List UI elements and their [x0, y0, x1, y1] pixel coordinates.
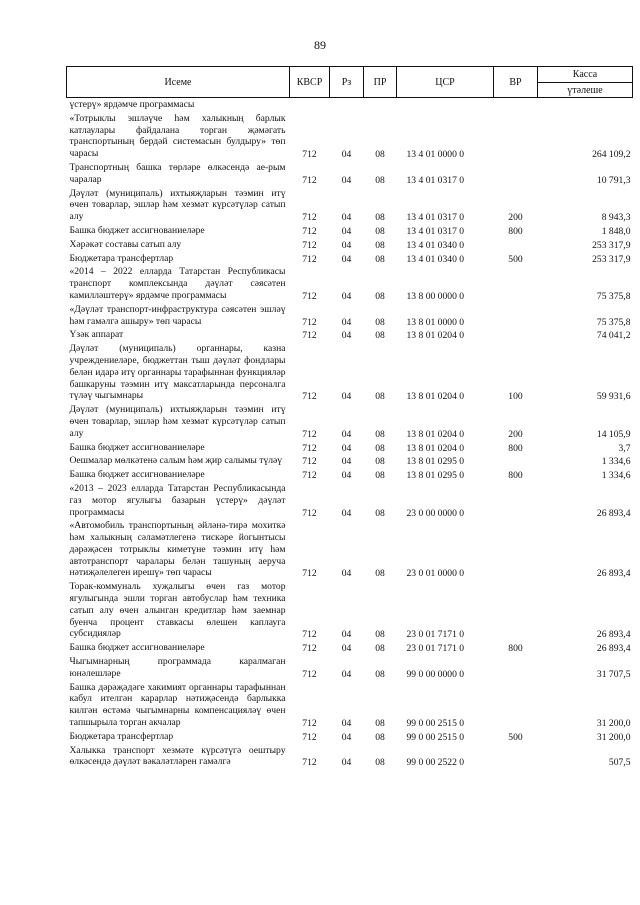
cell-name: Торак-коммуналь хуҗалыгы өчен газ мотор ягулыгында эшли торган автобуслар һәм техника сатып алу өчен алынган кредитлар һәм заемнар буенча процент ставкасы өлешен каплауга субсидияләр	[69, 581, 286, 640]
cell-vr	[494, 112, 538, 161]
header-pr: ПР	[364, 67, 397, 98]
cell-kvsr: 712	[302, 668, 317, 680]
cell-vr	[494, 580, 538, 641]
cell-name: «Автомобиль транспортының әйләнә-тирә мохиткә һәм халыкның сәламәтлегенә тискәре йогынтысы дәрәҗәсен тотрыклы киметүне тәэмин итү һәм автотранспорт чаралары белән ташуның аеруча нәтиҗәлелеген ирешү» төп чарасы	[69, 520, 286, 579]
cell-pr: 08	[375, 225, 385, 237]
cell-rz: 04	[341, 253, 352, 265]
table-row	[67, 482, 633, 519]
cell-cash: 507,5	[608, 757, 631, 769]
cell-pr: 08	[375, 149, 385, 161]
table-row	[67, 519, 633, 580]
cell-name: «Тотрыклы эшләүче һәм халыкның барлык катлаулары файдалана торган җәмәгать транспортының бердәй системасын булдыру» төп чарасы	[69, 112, 286, 160]
cell-vr: 800	[508, 643, 523, 655]
cell-csr: 23 0 01 7171 0	[406, 629, 465, 641]
cell-rz: 04	[341, 149, 352, 161]
cell-cash: 3,7	[618, 442, 631, 454]
cell-name: «2013 – 2023 елларда Татарстан Республикасында газ мотор ягулыгы базарын үстерү» дәүләт программасы	[69, 482, 286, 518]
cell-csr: 23 0 00 0000 0	[406, 507, 465, 519]
cell-csr: 13 8 01 0204 0	[406, 330, 465, 342]
budget-table	[66, 66, 633, 769]
cell-rz: 04	[341, 174, 352, 186]
table-row	[67, 187, 633, 224]
table-row	[67, 342, 633, 403]
cell-pr: 08	[375, 718, 385, 730]
cell-csr: 13 4 01 0000 0	[406, 149, 465, 161]
cell-vr	[494, 98, 538, 112]
cell-csr: 13 4 01 0317 0	[406, 174, 465, 186]
cell-kvsr	[290, 98, 330, 112]
cell-pr: 08	[375, 428, 385, 440]
cell-kvsr: 712	[302, 316, 317, 328]
cell-kvsr: 712	[302, 442, 317, 454]
table-row	[67, 265, 633, 302]
cell-cash: 75 375,8	[596, 316, 631, 328]
cell-kvsr: 712	[302, 456, 317, 468]
cell-rz: 04	[341, 643, 352, 655]
cell-cash: 31 200,0	[596, 731, 631, 743]
cell-cash: 31 707,5	[596, 668, 631, 680]
cell-vr	[494, 482, 538, 519]
cell-rz	[330, 98, 364, 112]
table-row	[67, 730, 633, 744]
cell-vr: 500	[508, 731, 523, 743]
cell-name: Башка бюджет ассигнованиеләре	[69, 224, 205, 236]
cell-vr	[494, 655, 538, 681]
cell-vr: 800	[508, 442, 523, 454]
table-row	[67, 403, 633, 440]
cell-vr	[494, 681, 538, 730]
header-rz: Рз	[330, 67, 364, 98]
cell-name: Халыкка транспорт хезмәте күрсәтүгә оештыру өлкәсендә дәүләт вәкаләтләрен гамәлгә	[69, 744, 286, 768]
cell-vr: 200	[508, 212, 523, 224]
cell-cash: 31 200,0	[596, 718, 631, 730]
cell-csr: 99 0 00 2515 0	[406, 718, 465, 730]
cell-rz: 04	[341, 290, 352, 302]
cell-vr: 200	[508, 428, 523, 440]
table-row	[67, 441, 633, 455]
header-cash-line1: Касса	[572, 68, 598, 80]
table-row	[67, 328, 633, 342]
cell-name: Үзәк аппарат	[69, 329, 124, 341]
cell-name: Оешмалар мөлкәтенә салым һәм җир салымы түләү	[69, 455, 283, 467]
cell-rz: 04	[341, 391, 352, 403]
cell-csr: 13 8 01 0204 0	[406, 391, 465, 403]
cell-kvsr: 712	[302, 731, 317, 743]
cell-cash: 8 943,3	[601, 212, 631, 224]
cell-rz: 04	[341, 757, 352, 769]
cell-kvsr: 712	[302, 239, 317, 251]
cell-pr: 08	[375, 174, 385, 186]
cell-rz: 04	[341, 239, 352, 251]
cell-vr	[494, 303, 538, 329]
cell-pr: 08	[375, 507, 385, 519]
cell-csr: 13 8 00 0000 0	[406, 290, 465, 302]
cell-pr: 08	[375, 568, 385, 580]
cell-cash: 253 317,9	[592, 239, 631, 251]
cell-csr: 13 8 01 0204 0	[406, 442, 465, 454]
table-row	[67, 655, 633, 681]
cell-rz: 04	[341, 225, 352, 237]
cell-csr: 13 8 01 0295 0	[406, 456, 465, 468]
table-row	[67, 252, 633, 266]
cell-rz: 04	[341, 428, 352, 440]
budget-table-sheet	[66, 66, 632, 769]
cell-kvsr: 712	[302, 507, 317, 519]
cell-csr: 13 8 01 0204 0	[406, 428, 465, 440]
cell-name: Бюджетара трансфертлар	[69, 730, 174, 742]
cell-csr: 99 0 00 2522 0	[406, 757, 465, 769]
cell-csr: 13 8 01 0295 0	[406, 470, 465, 482]
cell-csr: 99 0 00 2515 0	[406, 731, 465, 743]
table-row	[67, 98, 633, 112]
cell-rz: 04	[341, 718, 352, 730]
header-vr: ВР	[494, 67, 538, 98]
cell-rz: 04	[341, 470, 352, 482]
cell-name: Бюджетара трансфертлар	[69, 252, 174, 264]
cell-vr	[494, 454, 538, 468]
cell-csr: 13 8 01 0000 0	[406, 316, 465, 328]
cell-kvsr: 712	[302, 718, 317, 730]
header-name: Исеме	[67, 67, 290, 98]
cell-pr: 08	[375, 757, 385, 769]
cell-csr: 23 0 01 7171 0	[406, 643, 465, 655]
cell-kvsr: 712	[302, 253, 317, 265]
cell-cash: 10 791,3	[596, 174, 631, 186]
cell-cash: 26 893,4	[596, 568, 631, 580]
table-row	[67, 112, 633, 161]
cell-kvsr: 712	[302, 290, 317, 302]
header-cash-line2: үтәлеше	[538, 82, 632, 96]
cell-pr: 08	[375, 290, 385, 302]
cell-pr: 08	[375, 239, 385, 251]
cell-name: Дәүләт (муниципаль) ихтыяҗларын тәэмин итү өчен товарлар, эшләр һәм хезмәт күрсәтүләр сатып алу	[69, 404, 286, 439]
cell-pr: 08	[375, 253, 385, 265]
cell-cash: 14 105,9	[596, 428, 631, 440]
cell-kvsr: 712	[302, 643, 317, 655]
table-row	[67, 744, 633, 770]
cell-kvsr: 712	[302, 568, 317, 580]
table-row	[67, 681, 633, 730]
table-row	[67, 161, 633, 187]
cell-name: Башка бюджет ассигнованиеләре	[69, 642, 205, 654]
cell-csr	[397, 98, 494, 112]
cell-pr	[364, 98, 397, 112]
cell-kvsr: 712	[302, 212, 317, 224]
cell-vr: 800	[508, 470, 523, 482]
cell-rz: 04	[341, 316, 352, 328]
cell-vr	[494, 519, 538, 580]
cell-name: үстерү» ярдәмче программасы	[69, 99, 195, 110]
cell-cash: 26 893,4	[596, 643, 631, 655]
cell-pr: 08	[375, 456, 385, 468]
table-row	[67, 303, 633, 329]
cell-pr: 08	[375, 731, 385, 743]
cell-csr: 23 0 01 0000 0	[406, 568, 465, 580]
cell-cash: 26 893,4	[596, 629, 631, 641]
cell-pr: 08	[375, 330, 385, 342]
cell-rz: 04	[341, 330, 352, 342]
cell-kvsr: 712	[302, 391, 317, 403]
cell-kvsr: 712	[302, 330, 317, 342]
cell-vr: 800	[508, 225, 523, 237]
table-row	[67, 238, 633, 252]
table-row	[67, 224, 633, 238]
page-number: 89	[314, 38, 326, 52]
cell-rz: 04	[341, 507, 352, 519]
cell-pr: 08	[375, 643, 385, 655]
cell-kvsr: 712	[302, 174, 317, 186]
cell-name: «Дәүләт транспорт-инфраструктура сәясәтен эшләү һәм гамәлгә ашыру» төп чарасы	[69, 303, 286, 327]
cell-cash: 75 375,8	[596, 290, 631, 302]
cell-rz: 04	[341, 668, 352, 680]
cell-pr: 08	[375, 391, 385, 403]
cell-rz: 04	[341, 442, 352, 454]
cell-kvsr: 712	[302, 149, 317, 161]
cell-name: Хәрәкәт составы сатып алу	[69, 238, 182, 250]
cell-cash: 1 334,6	[601, 470, 631, 482]
cell-cash	[538, 98, 633, 112]
cell-pr: 08	[375, 668, 385, 680]
cell-cash: 264 109,2	[592, 149, 631, 161]
cell-cash: 1 848,0	[601, 225, 631, 237]
cell-csr: 99 0 00 0000 0	[406, 668, 465, 680]
table-row	[67, 454, 633, 468]
table-row	[67, 468, 633, 482]
cell-kvsr: 712	[302, 225, 317, 237]
cell-name: Башка бюджет ассигнованиеләре	[69, 469, 205, 481]
cell-name: Башка бюджет ассигнованиеләре	[69, 441, 205, 453]
cell-pr: 08	[375, 212, 385, 224]
cell-name: Дәүләт (муниципаль) органнары, казна учреждениеләре, бюджеттан тыш дәүләт фондлары белән идарә итү органнары тарафыннан функцияләр башкаруны тәэмин итү максатларында персоналга түләү чыгымнары	[69, 343, 286, 402]
cell-cash: 1 334,6	[601, 456, 631, 468]
cell-cash: 253 317,9	[592, 253, 631, 265]
cell-name: Дәүләт (муниципаль) ихтыяҗларын тәэмин итү өчен товарлар, эшләр һәм хезмәт күрсәтүләр сатып алу	[69, 187, 286, 223]
cell-vr	[494, 265, 538, 302]
header-csr: ЦСР	[397, 67, 494, 98]
cell-cash: 26 893,4	[596, 507, 631, 519]
cell-pr: 08	[375, 470, 385, 482]
cell-csr: 13 4 01 0317 0	[406, 225, 465, 237]
cell-vr	[494, 744, 538, 770]
cell-cash: 59 931,6	[596, 391, 631, 403]
cell-rz: 04	[341, 456, 352, 468]
cell-kvsr: 712	[302, 757, 317, 769]
cell-kvsr: 712	[302, 470, 317, 482]
cell-vr: 100	[508, 391, 523, 403]
cell-cash: 74 041,2	[596, 330, 631, 342]
cell-name: Транспортның башка төрләре өлкәсендә ае-рым чаралар	[69, 161, 286, 185]
cell-csr: 13 4 01 0317 0	[406, 212, 465, 224]
table-row	[67, 641, 633, 655]
cell-rz: 04	[341, 212, 352, 224]
cell-name: Башка дәрәҗәдәге хакимият органнары тарафыннан кабул ителгән карарлар нәтиҗәсендә барлыкка килгән өстәмә чыгымнарны компенсацияләү өчен тапшырыла торган акчалар	[69, 681, 286, 729]
header-kvsr: КВСР	[290, 67, 330, 98]
cell-name: Чыгымнарның программада каралмаган юнәлешләре	[69, 656, 286, 679]
cell-name: «2014 – 2022 елларда Татарстан Республикасы транспорт комплексында дәүләт сәясәтен камилләштерү» ярдәмче программасы	[69, 266, 286, 301]
cell-pr: 08	[375, 442, 385, 454]
cell-vr: 500	[508, 253, 523, 265]
cell-vr	[494, 161, 538, 187]
cell-vr	[494, 238, 538, 252]
cell-pr: 08	[375, 316, 385, 328]
cell-rz: 04	[341, 731, 352, 743]
cell-rz: 04	[341, 568, 352, 580]
cell-pr: 08	[375, 629, 385, 641]
cell-rz: 04	[341, 629, 352, 641]
table-body	[67, 98, 633, 770]
header-cash	[538, 67, 633, 98]
cell-csr: 13 4 01 0340 0	[406, 253, 465, 265]
table-row	[67, 580, 633, 641]
table-header	[67, 67, 633, 98]
cell-kvsr: 712	[302, 629, 317, 641]
cell-vr	[494, 328, 538, 342]
cell-kvsr: 712	[302, 428, 317, 440]
cell-csr: 13 4 01 0340 0	[406, 239, 465, 251]
